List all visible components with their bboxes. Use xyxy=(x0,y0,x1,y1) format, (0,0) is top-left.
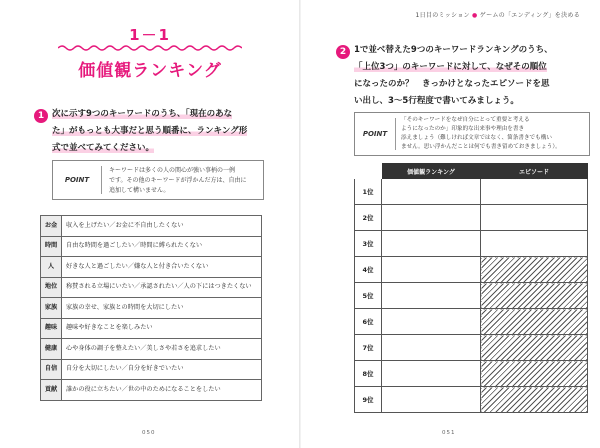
keyword-description: 家族の幸せ、家族との時間を大切にしたい xyxy=(62,298,262,319)
rank-header-value: 価値観ランキング xyxy=(382,164,481,179)
rank-label: 9位 xyxy=(355,387,382,413)
keyword-description: 称賛される立場にいたい／承認されたい／人の下にはつきたくない xyxy=(62,277,262,298)
page-number-right: 051 xyxy=(442,430,456,436)
question-2-badge: 2 xyxy=(336,45,350,59)
ranking-row xyxy=(355,309,588,335)
keyword-label: 自信 xyxy=(41,359,62,380)
point-label: POINT xyxy=(64,176,90,184)
point-separator-right xyxy=(395,118,396,150)
point-right-line-3: 添えましょう（難しければ文章ではなく、箇条書きでも構い xyxy=(401,135,552,141)
running-head-title: ゲームの「エンディング」を決める xyxy=(479,12,580,19)
keyword-row xyxy=(41,257,262,278)
keyword-description: 自分を大切にしたい／自分を好きでいたい xyxy=(62,359,262,380)
point-line-1: キーワードは多くの人の関心が強い事柄の一例 xyxy=(109,167,236,174)
section-title: 価値観ランキング xyxy=(78,61,222,81)
question-2-line-2: 「上位3つ」のキーワードに対して、なぜその順位 xyxy=(354,62,547,72)
rank-value-cell[interactable] xyxy=(382,283,481,309)
rank-episode-cell-hatched xyxy=(481,309,588,335)
rank-label: 4位 xyxy=(355,257,382,283)
question-1-text xyxy=(52,106,247,157)
ranking-table xyxy=(354,163,588,413)
rank-episode-cell-hatched xyxy=(481,283,588,309)
rank-value-cell[interactable] xyxy=(382,361,481,387)
question-1-line-3: 式で並べてみてください。 xyxy=(52,143,155,153)
ranking-row xyxy=(355,257,588,283)
point-box-right xyxy=(354,112,590,156)
keyword-label: 趣味 xyxy=(41,318,62,339)
ranking-row xyxy=(355,361,588,387)
point-right-line-1: 「そのキーワードをなぜ自分にとって重要と考える xyxy=(401,117,530,123)
ranking-row xyxy=(355,387,588,413)
point-separator xyxy=(101,166,102,194)
keyword-row xyxy=(41,236,262,257)
keyword-description: 好きな人と過ごしたい／嫌な人と付き合いたくない xyxy=(62,257,262,278)
keyword-row xyxy=(41,359,262,380)
keyword-label: 家族 xyxy=(41,298,62,319)
point-text xyxy=(109,166,259,196)
rank-label: 3位 xyxy=(355,231,382,257)
question-2-line-1: 1で並べ替えた9つのキーワードランキングのうち、 xyxy=(354,45,553,55)
keyword-row xyxy=(41,298,262,319)
rank-header-episode: エピソード xyxy=(481,164,588,179)
rank-episode-cell-hatched xyxy=(481,257,588,283)
ranking-row xyxy=(355,335,588,361)
keyword-description: 趣味や好きなことを楽しみたい xyxy=(62,318,262,339)
keyword-table xyxy=(40,215,262,401)
rank-label: 2位 xyxy=(355,205,382,231)
rank-episode-cell[interactable] xyxy=(481,205,588,231)
point-right-line-2: ようになったのか」印象的な出来事や理由を書き xyxy=(401,126,525,132)
keyword-description: 誰かの役に立ちたい／世の中のためになることをしたい xyxy=(62,380,262,401)
question-1-badge: 1 xyxy=(34,109,48,123)
keyword-label: 人 xyxy=(41,257,62,278)
rank-value-cell[interactable] xyxy=(382,205,481,231)
point-text-right xyxy=(401,116,586,152)
right-page xyxy=(300,0,600,448)
rank-value-cell[interactable] xyxy=(382,309,481,335)
keyword-row xyxy=(41,318,262,339)
rank-episode-cell-hatched xyxy=(481,335,588,361)
point-label-right: POINT xyxy=(362,130,388,138)
rank-value-cell[interactable] xyxy=(382,335,481,361)
ranking-row xyxy=(355,205,588,231)
running-head-prefix: 1日目のミッション xyxy=(415,12,470,19)
keyword-label: 健康 xyxy=(41,339,62,360)
rank-label: 7位 xyxy=(355,335,382,361)
question-1-line-1: 次に示す9つのキーワードのうち、「現在のあな xyxy=(52,109,233,119)
keyword-label: 貢献 xyxy=(41,380,62,401)
question-2-text xyxy=(354,42,553,110)
point-line-3: 追加して構いません。 xyxy=(109,187,170,194)
keyword-row xyxy=(41,380,262,401)
running-head xyxy=(416,10,580,19)
keyword-row xyxy=(41,339,262,360)
page-number-left: 050 xyxy=(142,430,156,436)
point-right-line-4: ません。思い浮かんだことは何でも書き留めておきましょう）。 xyxy=(401,144,561,150)
keyword-label: 地位 xyxy=(41,277,62,298)
keyword-description: 自由な時間を過ごしたい／時間に縛られたくない xyxy=(62,236,262,257)
running-head-dot: ● xyxy=(472,12,478,19)
rank-episode-cell[interactable] xyxy=(481,179,588,205)
rank-episode-cell-hatched xyxy=(481,361,588,387)
keyword-label: 時間 xyxy=(41,236,62,257)
rank-label: 5位 xyxy=(355,283,382,309)
rank-label: 8位 xyxy=(355,361,382,387)
ranking-row xyxy=(355,283,588,309)
ranking-row xyxy=(355,179,588,205)
question-2-line-3: になったのか？ きっかけとなったエピソードを思 xyxy=(354,79,550,89)
section-number: 1－1 xyxy=(129,26,171,44)
rank-value-cell[interactable] xyxy=(382,257,481,283)
rank-label: 6位 xyxy=(355,309,382,335)
rank-value-cell[interactable] xyxy=(382,179,481,205)
rank-header-blank xyxy=(355,164,382,179)
keyword-description: 収入を上げたい／お金に不自由したくない xyxy=(62,216,262,237)
rank-value-cell[interactable] xyxy=(382,387,481,413)
keyword-row xyxy=(41,277,262,298)
point-line-2: です。その他のキーワードが浮かんだ方は、自由に xyxy=(109,177,247,184)
rank-episode-cell-hatched xyxy=(481,387,588,413)
question-1-line-2: た」がもっとも大事だと思う順番に、ランキング形 xyxy=(52,126,248,136)
rank-episode-cell[interactable] xyxy=(481,231,588,257)
rank-label: 1位 xyxy=(355,179,382,205)
ranking-row xyxy=(355,231,588,257)
question-2-line-4: い出し、3～5行程度で書いてみましょう。 xyxy=(354,96,519,106)
wavy-divider xyxy=(58,44,242,52)
keyword-row xyxy=(41,216,262,237)
keyword-label: お金 xyxy=(41,216,62,237)
keyword-description: 心や身体の調子を整えたい／美しさや若さを追求したい xyxy=(62,339,262,360)
point-box-left xyxy=(52,160,264,200)
rank-value-cell[interactable] xyxy=(382,231,481,257)
